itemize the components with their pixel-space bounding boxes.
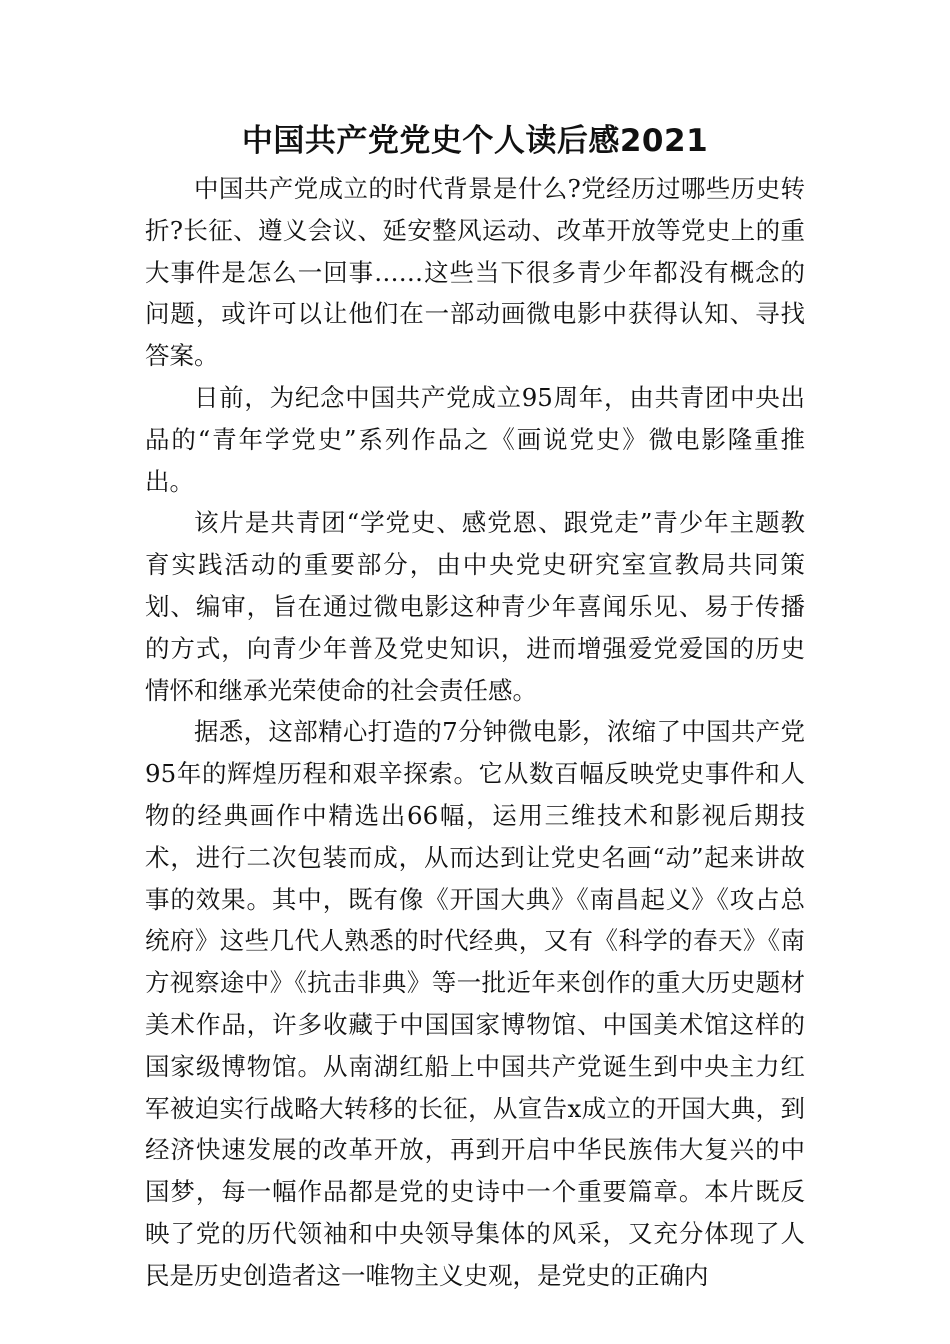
document-title: 中国共产党党史个人读后感2021: [241, 123, 709, 159]
paragraph-4: 据悉，这部精心打造的7分钟微电影，浓缩了中国共产党95年的辉煌历程和艰辛探索。它从数百幅反映党史事件和人物的经典画作中精选出66幅，运用三维技术和影视后期技术，进行二次包装而成，从而达到让党史名画“动”起来讲故事的效果。其中，既有像《开国大典》《南昌起义》《攻占总统府》这些几代人熟悉的时代经典，又有《科学的春天》《南方视察途中》《抗击非典》等一批近年来创作的重大历史题材美术作品，许多收藏于中国国家博物馆、中国美术馆这样的国家级博物馆。从南湖红船上中国共产党诞生到中央主力红军被迫实行战略大转移的长征，从宣告x成立的开国大典，到经济快速发展的改革开放，再到开启中华民族伟大复兴的中国梦，每一幅作品都是党的史诗中一个重要篇章。本片既反映了党的历代领袖和中央领导集体的风采，又充分体现了人民是历史创造者这一唯物主义史观，是党史的正确内: [145, 717, 805, 1290]
document-body: [145, 168, 805, 1297]
paragraph-3: 该片是共青团“学党史、感党恩、跟党走”青少年主题教育实践活动的重要部分，由中央党史研究室宣教局共同策划、编审，旨在通过微电影这种青少年喜闻乐见、易于传播的方式，向青少年普及党史知识，进而增强爱党爱国的历史情怀和继承光荣使命的社会责任感。: [145, 508, 805, 705]
paragraph-1: 中国共产党成立的时代背景是什么?党经历过哪些历史转折?长征、遵义会议、延安整风运动、改革开放等党史上的重大事件是怎么一回事……这些当下很多青少年都没有概念的问题，或许可以让他们在一部动画微电影中获得认知、寻找答案。: [145, 174, 805, 371]
paragraph-2: 日前，为纪念中国共产党成立95周年，由共青团中央出品的“青年学党史”系列作品之《画说党史》微电影隆重推出。: [145, 382, 805, 496]
